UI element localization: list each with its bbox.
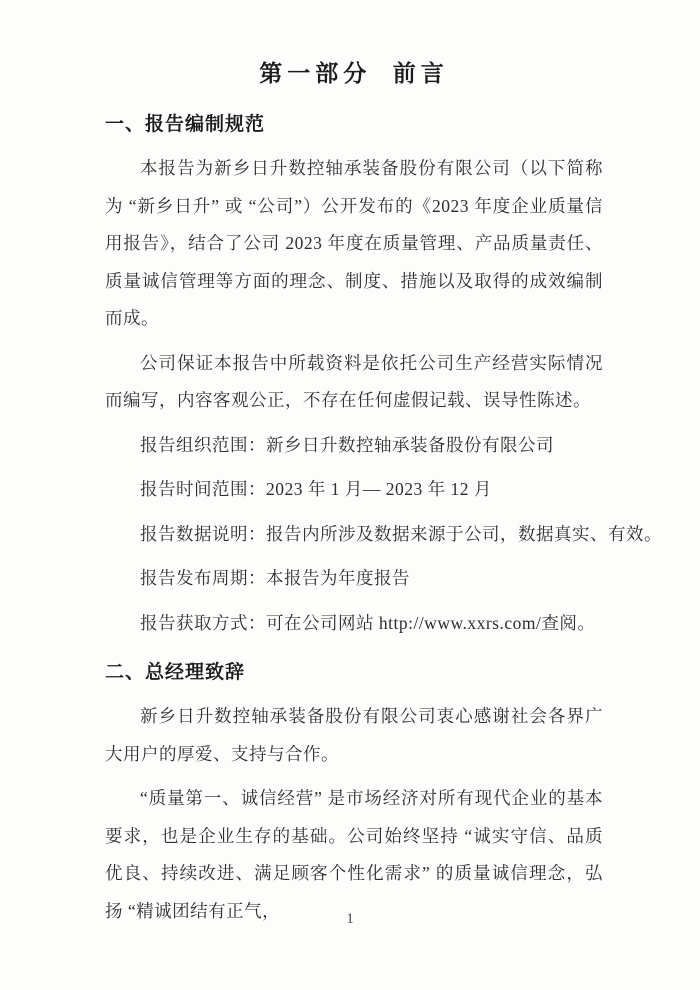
section-1-paragraph-2: 公司保证本报告中所载资料是依托公司生产经营实际情况而编写，内容客观公正，不存在任何虚假记载、误导性陈述。	[105, 352, 603, 410]
document-title: 第一部分 前言	[259, 61, 449, 86]
report-period-line: 报告时间范围：2023 年 1 月— 2023 年 12 月	[140, 479, 492, 499]
report-data-note-line: 报告数据说明：报告内所涉及数据来源于公司，数据真实、有效。	[140, 523, 662, 544]
report-access-line: 报告获取方式：可在公司网站 http://www.xxrs.com/查阅。	[140, 612, 596, 633]
section-2-paragraph-1: 新乡日升数控轴承装备股份有限公司衷心感谢社会各界广大用户的厚爱、支持与合作。	[105, 706, 603, 764]
section-1-heading: 一、报告编制规范	[105, 114, 266, 135]
section-2-paragraph-2: “质量第一、诚信经营” 是市场经济对所有现代企业的基本要求，也是企业生存的基础。公司始终坚持 “诚实守信、品质优良、持续改进、满足顾客个性化需求” 的质量诚信理念，弘扬 “精诚团结有正气，	[105, 788, 603, 921]
page-number: 1	[346, 911, 354, 927]
report-scope-line: 报告组织范围：新乡日升数控轴承装备股份有限公司	[140, 434, 554, 455]
report-cycle-line: 报告发布周期：本报告为年度报告	[140, 568, 410, 588]
section-2-heading: 二、总经理致辞	[105, 662, 246, 683]
section-1-paragraph-1: 本报告为新乡日升数控轴承装备股份有限公司（以下简称为 “新乡日升” 或 “公司”）公开发布的《2023 年度企业质量信用报告》，结合了公司 2023 年度在质量管理、产品质量责任、质量诚信管理等方面的理念、制度、措施以及取得的成效编制而成。	[105, 158, 603, 328]
